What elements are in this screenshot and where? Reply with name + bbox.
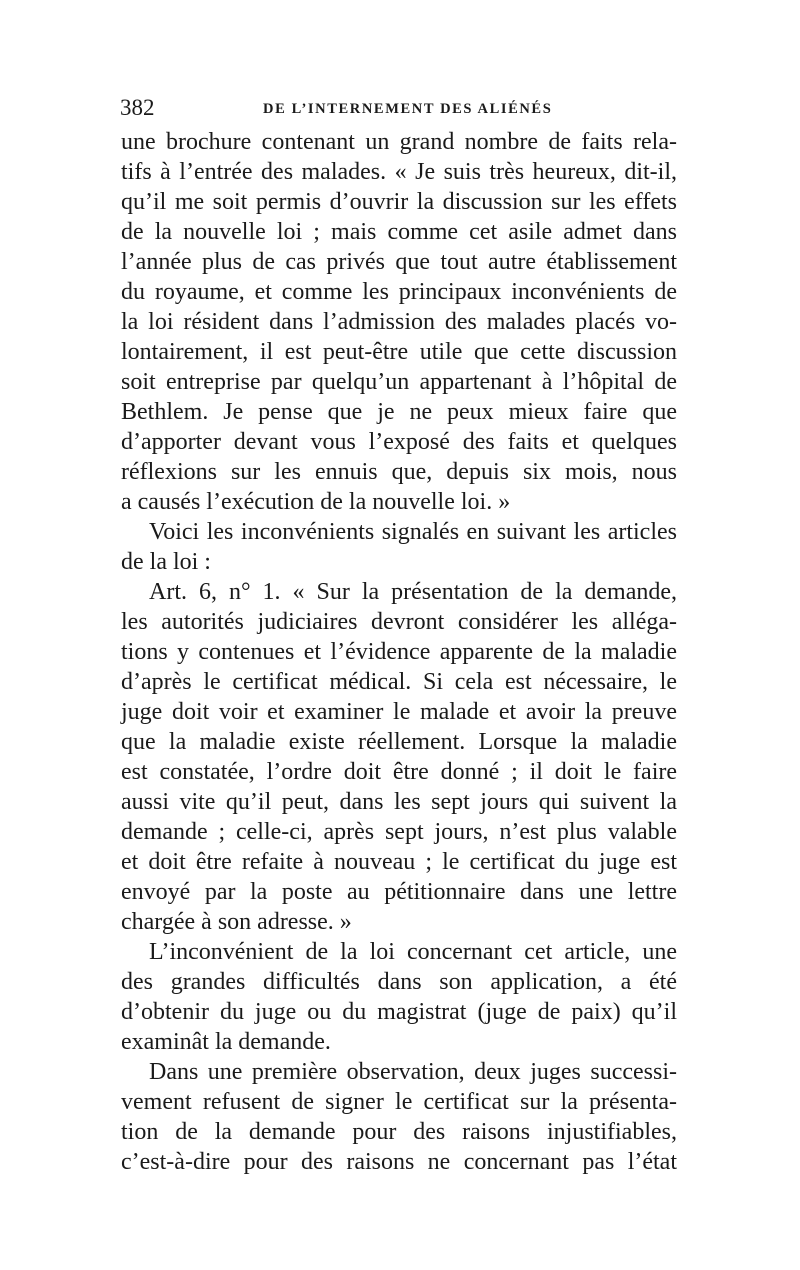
text-line: qu’il me soit permis d’ouvrir la discussion sur les effets	[121, 189, 677, 215]
text-line: tion de la demande pour des raisons injustifiables,	[121, 1119, 677, 1145]
text-line: demande ; celle-ci, après sept jours, n’est plus valable	[121, 819, 677, 845]
text-line: et doit être refaite à nouveau ; le certificat du juge est	[121, 849, 677, 875]
running-title: DE L’INTERNEMENT DES ALIÉNÉS	[263, 101, 553, 117]
text-line: que la maladie existe réellement. Lorsque la maladie	[121, 729, 677, 755]
text-line: c’est-à-dire pour des raisons ne concernant pas l’état	[121, 1149, 677, 1175]
text-line: tions y contenues et l’évidence apparente de la maladie	[121, 639, 677, 665]
text-line: juge doit voir et examiner le malade et avoir la preuve	[121, 699, 677, 725]
text-line: d’obtenir du juge ou du magistrat (juge de paix) qu’il	[121, 999, 677, 1025]
text-line: lontairement, il est peut-être utile que cette discussion	[121, 339, 677, 365]
text-line: L’inconvénient de la loi concernant cet article, une	[149, 939, 677, 965]
text-line: Art. 6, n° 1. « Sur la présentation de la demande,	[149, 579, 677, 605]
text-line: du royaume, et comme les principaux inconvénients de	[121, 279, 677, 305]
text-line: des grandes difficultés dans son application, a été	[121, 969, 677, 995]
text-line: une brochure contenant un grand nombre de faits rela-	[121, 129, 677, 155]
text-line: a causés l’exécution de la nouvelle loi. »	[121, 489, 511, 515]
text-line: soit entreprise par quelqu’un appartenant à l’hôpital de	[121, 369, 677, 395]
text-line: chargée à son adresse. »	[121, 909, 352, 935]
text-line: d’apporter devant vous l’exposé des faits et quelques	[121, 429, 677, 455]
text-line: de la nouvelle loi ; mais comme cet asile admet dans	[121, 219, 677, 245]
running-head	[120, 93, 680, 123]
text-line: réflexions sur les ennuis que, depuis six mois, nous	[121, 459, 677, 485]
text-line: la loi résident dans l’admission des malades placés vo-	[121, 309, 677, 335]
text-line: Voici les inconvénients signalés en suivant les articles	[149, 519, 677, 545]
text-line: envoyé par la poste au pétitionnaire dans une lettre	[121, 879, 677, 905]
text-line: aussi vite qu’il peut, dans les sept jours qui suivent la	[121, 789, 677, 815]
body-text	[121, 127, 677, 1177]
text-line: vement refusent de signer le certificat sur la présenta-	[121, 1089, 677, 1115]
text-line: l’année plus de cas privés que tout autre établissement	[121, 249, 677, 275]
page-number: 382	[120, 95, 155, 120]
text-line: d’après le certificat médical. Si cela est nécessaire, le	[121, 669, 677, 695]
text-line: est constatée, l’ordre doit être donné ; il doit le faire	[121, 759, 677, 785]
text-line: Bethlem. Je pense que je ne peux mieux faire que	[121, 399, 677, 425]
text-line: examinât la demande.	[121, 1029, 331, 1055]
text-line: les autorités judiciaires devront considérer les alléga-	[121, 609, 677, 635]
text-line: tifs à l’entrée des malades. « Je suis très heureux, dit-il,	[121, 159, 677, 185]
text-line: de la loi :	[121, 549, 211, 575]
text-line: Dans une première observation, deux juges successi-	[149, 1059, 677, 1085]
